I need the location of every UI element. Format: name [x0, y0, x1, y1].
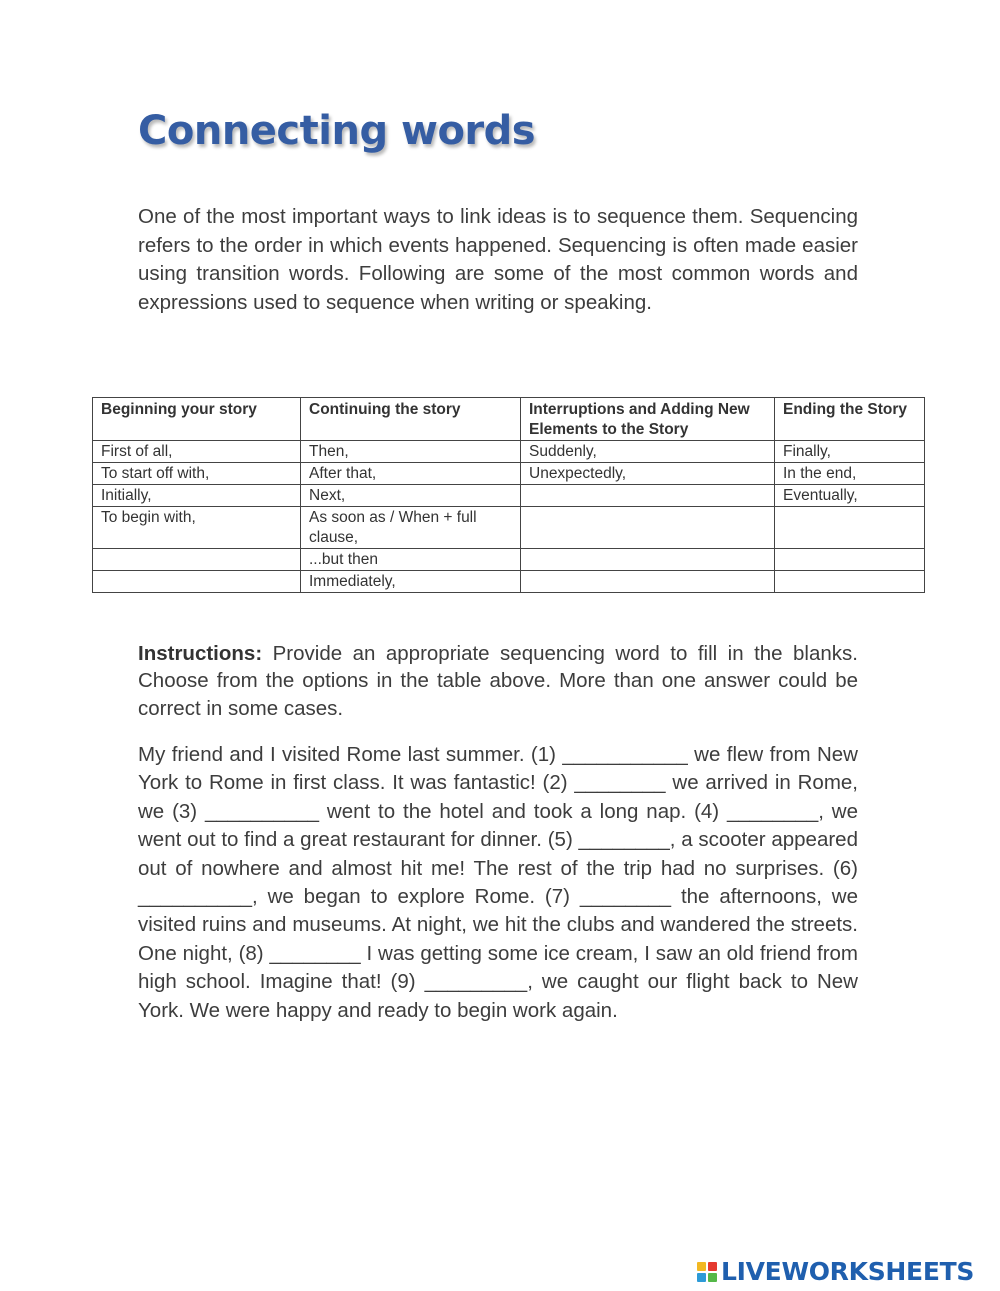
- table-row: [93, 463, 925, 485]
- table-cell: ...but then: [301, 549, 521, 571]
- table-cell: In the end,: [775, 463, 925, 485]
- table-row: [93, 507, 925, 549]
- sequencing-words-table: [92, 397, 925, 593]
- table-cell: [93, 549, 301, 571]
- table-row: [93, 571, 925, 593]
- table-cell: [521, 507, 775, 549]
- table-cell: To start off with,: [93, 463, 301, 485]
- logo-square-red: [708, 1262, 717, 1271]
- logo-square-yellow: [697, 1262, 706, 1271]
- table-cell: [521, 571, 775, 593]
- table-cell: [775, 571, 925, 593]
- table-cell: Immediately,: [301, 571, 521, 593]
- instructions-text: Provide an appropriate sequencing word to fill in the blanks. Choose from the options in the table above. More than one answer could be correct in some cases.: [138, 642, 858, 720]
- instructions-paragraph: [138, 640, 858, 722]
- table-cell: As soon as / When + full clause,: [301, 507, 521, 549]
- table-header-cell: Interruptions and Adding New Elements to the Story: [521, 398, 775, 441]
- table-cell: First of all,: [93, 441, 301, 463]
- story-paragraph: My friend and I visited Rome last summer. (1) ___________ we flew from New York to Rome in first class. It was fantastic! (2) ________ we arrived in Rome, we (3) __________ went to the hotel and took a long nap. (4) ________, we went out to find a great restaurant for dinner. (5) ________, a scooter appeared out of nowhere and almost hit me! The rest of the trip had no surprises. (6) __________, we began to explore Rome. (7) ________ the afternoons, we visited ruins and museums. At night, we hit the clubs and wandered the streets. One night, (8) ________ I was getting some ice cream, I saw an old friend from high school. Imagine that! (9) _________, we caught our flight back to New York. We were happy and ready to begin work again.: [138, 743, 858, 1022]
- table-cell: After that,: [301, 463, 521, 485]
- table-cell: Next,: [301, 485, 521, 507]
- table-cell: Finally,: [775, 441, 925, 463]
- logo-text: LIVEWORKSHEETS: [721, 1257, 975, 1286]
- instructions-label: Instructions:: [138, 642, 263, 665]
- table-cell: [775, 507, 925, 549]
- table-cell: Suddenly,: [521, 441, 775, 463]
- table-cell: Unexpectedly,: [521, 463, 775, 485]
- table-cell: Initially,: [93, 485, 301, 507]
- liveworksheets-logo: [697, 1257, 974, 1286]
- table-cell: To begin with,: [93, 507, 301, 549]
- table-header-row: [93, 398, 925, 441]
- table-cell: [775, 549, 925, 571]
- logo-square-blue: [697, 1273, 706, 1282]
- table-cell: [93, 571, 301, 593]
- table-row: [93, 549, 925, 571]
- logo-square-green: [708, 1273, 717, 1282]
- table-cell: [521, 485, 775, 507]
- table-cell: Eventually,: [775, 485, 925, 507]
- table-header-cell: Ending the Story: [775, 398, 925, 441]
- table-cell: Then,: [301, 441, 521, 463]
- liveworksheets-logo-icon: [697, 1262, 717, 1282]
- table-row: [93, 441, 925, 463]
- table-header-cell: Continuing the story: [301, 398, 521, 441]
- table-cell: [521, 549, 775, 571]
- intro-paragraph: One of the most important ways to link ideas is to sequence them. Sequencing refers to the order in which events happened. Sequencing is often made easier using transition words. Following are some of the most common words and expressions used to sequence when writing or speaking.: [138, 205, 858, 315]
- page-title: Connecting words: [138, 108, 536, 154]
- table-row: [93, 485, 925, 507]
- table-header-cell: Beginning your story: [93, 398, 301, 441]
